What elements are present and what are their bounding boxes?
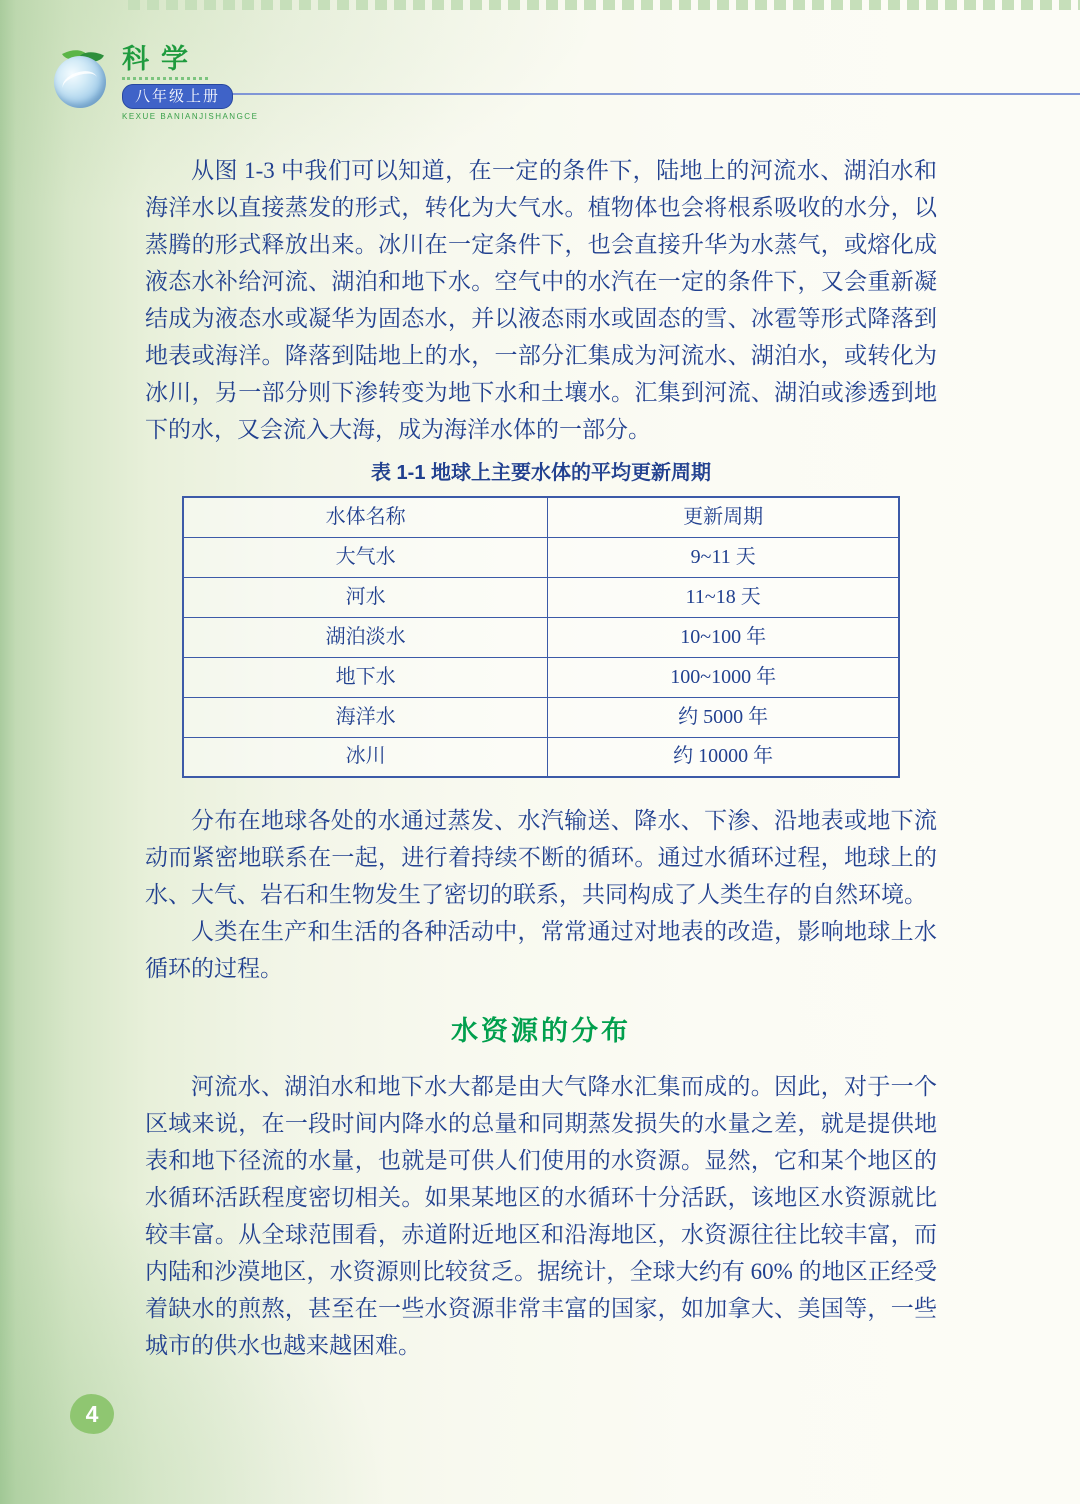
table-cell: 9~11 天 — [548, 537, 899, 577]
table-cell: 约 10000 年 — [548, 737, 899, 777]
water-renewal-table-block — [182, 458, 900, 778]
table-header-cell: 水体名称 — [183, 497, 548, 537]
table-cell: 冰川 — [183, 737, 548, 777]
table-cell: 100~1000 年 — [548, 657, 899, 697]
table-row — [183, 697, 899, 737]
page-number: 4 — [85, 1400, 99, 1427]
header-rule — [208, 93, 1080, 95]
table-row — [183, 617, 899, 657]
globe-sprout-icon — [52, 46, 112, 108]
table-cell: 大气水 — [183, 537, 548, 577]
table-row — [183, 657, 899, 697]
paragraph-water-distribution: 河流水、湖泊水和地下水大都是由大气降水汇集而成的。因此，对于一个区域来说，在一段时间内降水的总量和同期蒸发损失的水量之差，就是提供地表和地下径流的水量，也就是可供人们使用的水资源。显然，它和某个地区的水循环活跃程度密切相关。如果某地区的水循环十分活跃，该地区水资源就比较丰富。从全球范围看，赤道附近地区和沿海地区，水资源往往比较丰富，而内陆和沙漠地区，水资源则比较贫乏。据统计，全球大约有 60% 的地区正经受着缺水的煎熬，甚至在一些水资源非常丰富的国家，如加拿大、美国等，一些城市的供水也越来越困难。 — [145, 1074, 937, 1358]
section-heading-water-resources: 水资源的分布 — [451, 1016, 631, 1046]
book-logo — [52, 46, 258, 121]
table-row — [183, 537, 899, 577]
page-content — [145, 152, 937, 1364]
water-renewal-table — [182, 496, 900, 778]
paragraph-water-circulation: 分布在地球各处的水通过蒸发、水汽输送、降水、下渗、沿地表或地下流动而紧密地联系在一起，进行着持续不断的循环。通过水循环过程，地球上的水、大气、岩石和生物发生了密切的联系，共同构成了人类生存的自然环境。 — [145, 808, 937, 907]
table-cell: 约 5000 年 — [548, 697, 899, 737]
table-row — [183, 737, 899, 777]
table-cell: 11~18 天 — [548, 577, 899, 617]
paragraph-human-activity: 人类在生产和生活的各种活动中，常常通过对地表的改造，影响地球上水循环的过程。 — [145, 919, 937, 981]
logo-text-block — [122, 46, 258, 121]
top-decor-strip — [128, 0, 1080, 10]
table-row — [183, 577, 899, 617]
logo-grade-badge: 八年级上册 — [122, 84, 233, 109]
logo-title: 科学 — [122, 44, 200, 74]
table-caption: 表 1-1 地球上主要水体的平均更新周期 — [370, 462, 712, 484]
page-number-badge — [70, 1394, 114, 1434]
table-cell: 海洋水 — [183, 697, 548, 737]
table-cell: 10~100 年 — [548, 617, 899, 657]
table-cell: 地下水 — [183, 657, 548, 697]
logo-caption: KEXUE BANIANJISHANGCE — [122, 112, 259, 121]
table-header-cell: 更新周期 — [548, 497, 899, 537]
table-header-row — [183, 497, 899, 537]
logo-dotted-divider — [122, 77, 208, 80]
table-cell: 湖泊淡水 — [183, 617, 548, 657]
paragraph-water-cycle: 从图 1-3 中我们可以知道，在一定的条件下，陆地上的河流水、湖泊水和海洋水以直接蒸发的形式，转化为大气水。植物体也会将根系吸收的水分，以蒸腾的形式释放出来。冰川在一定条件下，也会直接升华为水蒸气，或熔化成液态水补给河流、湖泊和地下水。空气中的水汽在一定的条件下，又会重新凝结成为液态水或凝华为固态水，并以液态雨水或固态的雪、冰雹等形式降落到地表或海洋。降落到陆地上的水，一部分汇集成为河流水、湖泊水，或转化为冰川，另一部分则下渗转变为地下水和土壤水。汇集到河流、湖泊或渗透到地下的水，又会流入大海，成为海洋水体的一部分。 — [145, 158, 937, 442]
table-cell: 河水 — [183, 577, 548, 617]
